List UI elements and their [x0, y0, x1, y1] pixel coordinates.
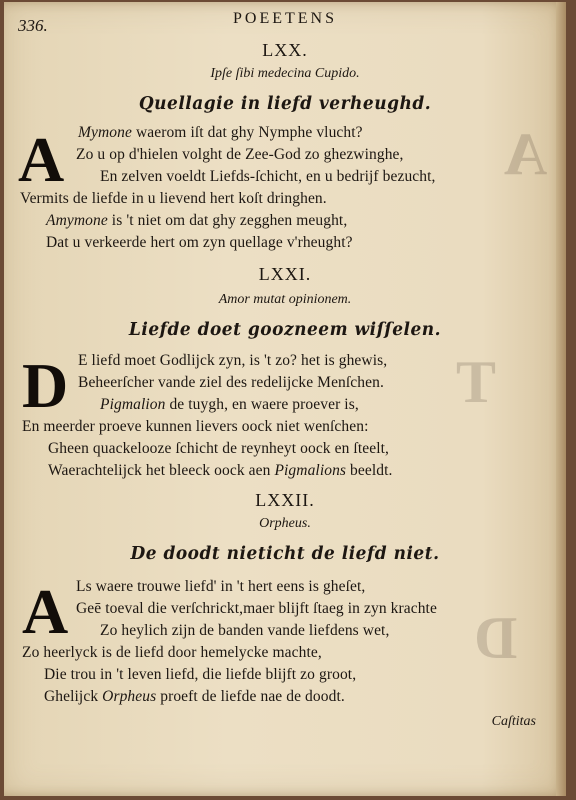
running-head: POEETENS: [233, 10, 337, 27]
page-number: 336.: [18, 16, 48, 35]
poem-motto: Amor mutat opinionem.: [218, 292, 352, 307]
book-page: [4, 2, 566, 796]
poem-title: Quellagie in liefd verheughd.: [138, 93, 432, 115]
drop-capital: A: [22, 576, 69, 647]
verse-line: Zo u op d'hielen volght de Zee-God zo ghezwinghe,: [76, 146, 404, 163]
verse-line: Vermits de liefde in u lievend hert koſt dringhen.: [20, 190, 327, 207]
drop-capital: D: [22, 350, 69, 421]
verse-line: E liefd moet Godlijck zyn, is 't zo? het is ghewis,: [78, 352, 388, 369]
show-through-mark: T: [456, 349, 497, 415]
verse-line: Gheen quackelooze ſchicht de reynheyt oock en ſteelt,: [48, 440, 389, 457]
verse-line: En meerder proeve kunnen lievers oock niet wenſchen:: [22, 418, 369, 435]
show-through-mark: D: [474, 605, 518, 671]
poem-numeral: LXXII.: [255, 490, 315, 510]
poem-title: De doodt nieticht de liefd niet.: [130, 543, 440, 565]
verse-line: Pigmalion de tuygh, en waere proever is,: [100, 396, 359, 413]
verse-line: Amymone is 't niet om dat ghy zegghen meught,: [46, 212, 348, 229]
verse-line: Beheerſcher vande ziel des redelijcke Menſchen.: [78, 374, 384, 391]
verse-line: Zo heylich zijn de banden vande liefdens wet,: [100, 622, 390, 639]
verse-line: Mymone waerom iſt dat ghy Nymphe vlucht?: [78, 124, 363, 141]
drop-capital: A: [18, 124, 65, 195]
verse-line: Zo heerlyck is de liefd door hemelycke machte,: [22, 644, 322, 661]
verse-line: Geē toeval die verſchrickt,maer blijft ſtaeg in zyn krachte: [76, 600, 437, 617]
verse-line: En zelven voeldt Liefds-ſchicht, en u bedrijf bezucht,: [100, 168, 436, 185]
poem-title: Liefde doet goozneem wiſſelen.: [128, 319, 442, 341]
page-edge: [556, 2, 566, 796]
verse-line: Die trou in 't leven liefd, die liefde blijft zo groot,: [44, 666, 357, 683]
verse-line: Dat u verkeerde hert om zyn quellage v'rheught?: [46, 234, 353, 251]
poem-motto: Orpheus.: [259, 516, 311, 531]
verse-line: Ls waere trouwe liefd' in 't hert eens is gheſet,: [76, 578, 366, 595]
catchword: Caſtitas: [491, 714, 536, 729]
poem-numeral: LXXI.: [258, 264, 312, 284]
poem-numeral: LXX.: [262, 40, 308, 60]
show-through-mark: A: [504, 121, 548, 187]
poem-motto: Ipſe ſibi medecina Cupido.: [210, 66, 360, 81]
verse-line: Waerachtelijck het bleeck oock aen Pigmalions beeldt.: [48, 462, 393, 479]
verse-line: Ghelijck Orpheus proeft de liefde nae de doodt.: [44, 688, 345, 705]
